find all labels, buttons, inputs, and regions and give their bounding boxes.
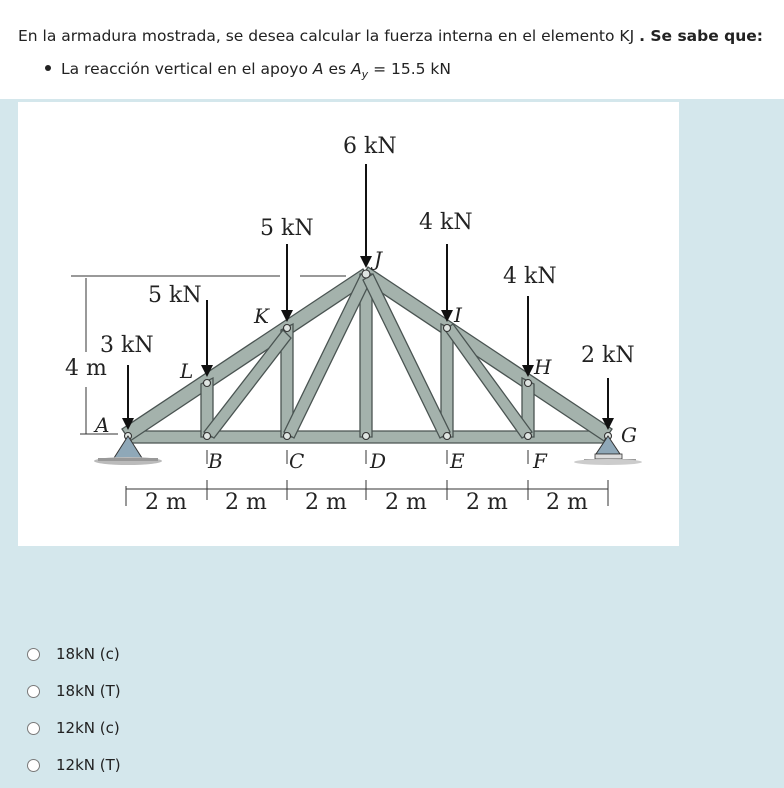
- option-2-label[interactable]: 18kN (T): [56, 682, 121, 700]
- option-1[interactable]: [27, 642, 227, 666]
- height-label: 4 m: [65, 356, 107, 381]
- span-label-3: 2 m: [305, 490, 347, 515]
- pin-K: [284, 325, 291, 332]
- pin-E: [444, 433, 451, 440]
- joint-label-H: H: [534, 355, 552, 379]
- pin-B: [204, 433, 211, 440]
- load-label-L: 5 kN: [148, 283, 202, 308]
- load-label-G: 2 kN: [581, 343, 635, 368]
- truss-diagram: [18, 102, 679, 546]
- option-1-label[interactable]: 18kN (c): [56, 645, 120, 663]
- joint-label-D: D: [370, 449, 387, 473]
- pin-J: [362, 270, 370, 278]
- option-4-label[interactable]: 12kN (T): [56, 756, 121, 774]
- given-bullet: [45, 60, 451, 81]
- joint-label-J: J: [374, 247, 383, 271]
- option-2-radio[interactable]: [27, 685, 40, 698]
- reaction-symbol: A: [351, 60, 362, 78]
- joint-label-A: A: [95, 413, 110, 437]
- joint-label-C: C: [289, 449, 305, 473]
- reaction-value: = 15.5 kN: [373, 60, 452, 78]
- load-label-H: 4 kN: [503, 264, 557, 289]
- question-text: [18, 27, 763, 45]
- option-3-radio[interactable]: [27, 722, 40, 735]
- option-3[interactable]: [27, 716, 227, 740]
- span-label-2: 2 m: [225, 490, 267, 515]
- joint-label-F: F: [533, 449, 547, 473]
- load-label-I: 4 kN: [419, 210, 473, 235]
- option-4-radio[interactable]: [27, 759, 40, 772]
- span-label-6: 2 m: [546, 490, 588, 515]
- bullet-dot: [45, 65, 51, 71]
- question-main-text: En la armadura mostrada, se desea calcular la fuerza interna en el elemento KJ: [18, 27, 635, 45]
- joint-label-K: K: [254, 304, 269, 328]
- question-header: [0, 0, 784, 99]
- joint-label-B: B: [208, 449, 223, 473]
- option-3-label[interactable]: 12kN (c): [56, 719, 120, 737]
- option-2[interactable]: [27, 679, 227, 703]
- joint-label-I: I: [454, 303, 462, 327]
- question-bold-text: . Se sabe que:: [639, 27, 763, 45]
- span-label-1: 2 m: [145, 490, 187, 515]
- support-label: A: [312, 60, 324, 78]
- joint-label-L: L: [180, 359, 194, 383]
- pin-L: [204, 380, 211, 387]
- load-label-K: 5 kN: [260, 216, 314, 241]
- span-label-5: 2 m: [466, 490, 508, 515]
- joint-label-E: E: [450, 449, 465, 473]
- pin-I: [444, 325, 451, 332]
- load-label-A: 3 kN: [100, 333, 154, 358]
- pin-H: [525, 380, 532, 387]
- bullet-mid: es: [328, 60, 347, 78]
- load-label-J: 6 kN: [343, 134, 397, 159]
- truss-figure: [18, 102, 679, 546]
- bullet-prefix: La reacción vertical en el apoyo: [61, 60, 308, 78]
- span-label-4: 2 m: [385, 490, 427, 515]
- joint-ticks: [207, 450, 528, 464]
- pin-F: [525, 433, 532, 440]
- joint-label-G: G: [621, 423, 637, 447]
- span-dimension: [126, 480, 608, 506]
- option-4[interactable]: [27, 753, 227, 777]
- pin-C: [284, 433, 291, 440]
- reaction-subscript: y: [361, 68, 369, 82]
- pin-D: [363, 433, 370, 440]
- option-1-radio[interactable]: [27, 648, 40, 661]
